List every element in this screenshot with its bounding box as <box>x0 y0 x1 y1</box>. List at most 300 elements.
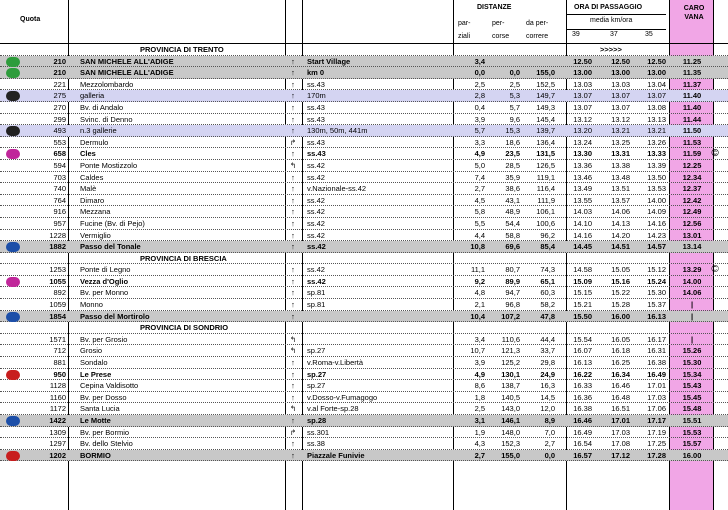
time-37-cell: 13.25 <box>611 137 630 147</box>
province-header-row <box>0 253 728 265</box>
covered-distance-cell: 5,7 <box>509 102 520 112</box>
road-cell: sp.28 <box>307 416 327 425</box>
quota-cell: 1854 <box>49 311 66 321</box>
table-row <box>0 392 728 404</box>
time-35-cell: 17.17 <box>647 416 666 425</box>
time-35-cell: 12.50 <box>647 56 666 66</box>
carovana-time-cell: 15.30 <box>682 358 702 368</box>
time-39-cell: 13.12 <box>573 114 592 124</box>
time-35-cell: 14.00 <box>647 195 666 205</box>
table-row <box>0 450 728 462</box>
road-cell: v.al Forte-sp.28 <box>307 404 359 414</box>
sprint-icon <box>6 276 26 287</box>
location-cell: Fucine (Bv. di Pejo) <box>80 218 145 228</box>
table-row <box>0 415 728 427</box>
header-media: media km/ora <box>590 17 633 24</box>
quota-cell: 1228 <box>49 230 66 240</box>
remaining-distance-cell: 24,9 <box>540 369 555 379</box>
carovana-time-cell: 12.25 <box>682 160 702 170</box>
location-cell: Le Prese <box>80 369 112 379</box>
time-39-cell: 16.22 <box>573 369 592 379</box>
covered-distance-cell: 130,1 <box>501 369 520 379</box>
province-header-row <box>0 322 728 334</box>
road-cell: ss.42 <box>307 172 325 182</box>
time-39-cell: 13.07 <box>573 102 592 112</box>
location-cell: Dimaro <box>80 195 105 205</box>
table-row <box>0 102 728 114</box>
time-35-cell: 13.53 <box>647 184 666 194</box>
carovana-time-cell: 11.25 <box>682 56 702 66</box>
gpm-icon <box>6 415 26 426</box>
covered-distance-cell: 89,9 <box>505 276 520 286</box>
road-cell: ss.42 <box>307 195 325 205</box>
remaining-distance-cell: 85,4 <box>540 242 555 252</box>
time-35-cell: 15.24 <box>647 276 666 286</box>
table-row <box>0 427 728 439</box>
time-37-cell: 16.48 <box>611 392 630 402</box>
table-row <box>0 195 728 207</box>
carovana-time-cell: | <box>690 311 694 321</box>
carovana-time-cell: 15.26 <box>682 346 702 356</box>
partial-distance-cell: 10,8 <box>470 242 485 252</box>
remaining-distance-cell: 7,0 <box>544 427 555 437</box>
time-35-cell: 13.00 <box>647 68 666 78</box>
time-35-cell: 16.13 <box>647 311 666 321</box>
road-cell: ss.301 <box>307 427 330 437</box>
time-35-cell: 13.39 <box>647 160 666 170</box>
tunnel-icon <box>6 90 26 101</box>
time-39-cell: 13.07 <box>573 91 592 101</box>
quota-cell: 270 <box>53 102 66 112</box>
km0-icon <box>6 67 26 78</box>
direction-cell: ↑ <box>291 288 295 298</box>
remaining-distance-cell: 44,4 <box>540 334 555 344</box>
road-cell: v.Nazionale-ss.42 <box>307 184 367 194</box>
table-row <box>0 241 728 253</box>
remaining-distance-cell: 100,6 <box>536 218 555 228</box>
table-row <box>0 276 728 288</box>
direction-cell: ↑ <box>291 265 295 275</box>
quota-cell: 1571 <box>49 334 66 344</box>
time-35-cell: 16.31 <box>647 346 666 356</box>
time-37-cell: 17.01 <box>611 416 630 425</box>
table-row <box>0 183 728 195</box>
road-cell: ss.43 <box>307 79 325 89</box>
table-body <box>0 44 728 461</box>
direction-cell: ↑ <box>291 311 295 321</box>
table-row <box>0 230 728 242</box>
gpm-icon <box>6 311 26 322</box>
remaining-distance-cell: 126,5 <box>536 160 555 170</box>
time-37-cell: 17.03 <box>611 427 630 437</box>
remaining-distance-cell: 60,3 <box>540 288 555 298</box>
carovana-time-cell: 12.34 <box>682 172 702 182</box>
road-cell: ss.42 <box>307 160 325 170</box>
quota-cell: 740 <box>53 184 66 194</box>
header-quota: Quota <box>20 16 41 23</box>
location-cell: Svinc. di Denno <box>80 114 133 124</box>
time-39-cell: 16.07 <box>573 346 592 356</box>
partial-distance-cell: 4,5 <box>474 195 485 205</box>
direction-cell: ↱ <box>289 427 297 437</box>
bonus-icon <box>6 369 26 380</box>
road-cell: sp.27 <box>307 346 326 356</box>
covered-distance-cell: 38,6 <box>505 184 520 194</box>
table-row <box>0 403 728 415</box>
road-cell: ss.38 <box>307 439 325 449</box>
covered-distance-cell: 18,6 <box>505 137 520 147</box>
direction-cell: ↑ <box>291 439 295 449</box>
table-header <box>0 0 728 44</box>
remaining-distance-cell: 65,1 <box>540 276 555 286</box>
table-row <box>0 438 728 450</box>
direction-cell: ↑ <box>291 114 295 124</box>
table-row <box>0 160 728 172</box>
carovana-time-cell: | <box>690 334 694 344</box>
road-cell: ss.42 <box>307 207 325 217</box>
quota-cell: 658 <box>53 149 66 159</box>
partial-distance-cell: 7,4 <box>474 172 485 182</box>
time-39-cell: 13.03 <box>573 79 592 89</box>
road-cell: sp.81 <box>307 288 326 298</box>
province-marker: >>>>> <box>600 45 622 54</box>
partial-distance-cell: 4,9 <box>474 149 485 159</box>
road-cell: sp.27 <box>307 369 327 379</box>
time-37-cell: 16.00 <box>611 311 630 321</box>
remaining-distance-cell: 0,0 <box>544 450 555 460</box>
location-cell: n.3 gallerie <box>80 126 117 136</box>
partial-distance-cell: 2,7 <box>474 450 485 460</box>
carovana-time-cell: 11.37 <box>682 79 702 89</box>
remaining-distance-cell: 131,5 <box>536 149 555 159</box>
time-37-cell: 16.46 <box>611 381 630 391</box>
road-cell: ss.43 <box>307 102 325 112</box>
time-37-cell: 16.34 <box>611 369 630 379</box>
quota-cell: 210 <box>53 56 66 66</box>
location-cell: Caldes <box>80 172 104 182</box>
time-39-cell: 12.50 <box>573 56 592 66</box>
direction-cell: ↑ <box>291 172 295 182</box>
carovana-time-cell: 15.48 <box>682 404 702 414</box>
direction-cell: ↑ <box>291 184 295 194</box>
location-cell: Ponte Mostizzolo <box>80 160 138 170</box>
remaining-distance-cell: 152,5 <box>536 79 555 89</box>
time-39-cell: 13.00 <box>573 68 592 78</box>
copyright-mark-cell: © <box>711 148 719 160</box>
table-row <box>0 148 728 160</box>
road-cell: v.Dosso-v.Fumagogo <box>307 392 378 402</box>
quota-cell: 1172 <box>49 404 66 414</box>
location-cell: Grosio <box>80 346 103 356</box>
time-35-cell: 15.12 <box>647 265 666 275</box>
covered-distance-cell: 5,3 <box>509 91 520 101</box>
partial-distance-cell: 5,8 <box>474 207 485 217</box>
table-row <box>0 137 728 149</box>
finish-icon <box>6 450 26 461</box>
time-39-cell: 15.54 <box>573 334 592 344</box>
direction-cell: ↑ <box>291 300 295 310</box>
table-row <box>0 67 728 79</box>
header-parziali: par- ziali <box>458 20 471 40</box>
province-name: PROVINCIA DI TRENTO <box>140 45 224 54</box>
carovana-time-cell: 15.34 <box>682 369 702 379</box>
road-cell: ss.42 <box>307 265 325 275</box>
time-39-cell: 14.16 <box>573 230 592 240</box>
carovana-time-cell: 11.40 <box>682 102 702 112</box>
partial-distance-cell: 3,4 <box>474 334 485 344</box>
partial-distance-cell: 9,2 <box>474 276 485 286</box>
time-35-cell: 16.38 <box>647 358 666 368</box>
partial-distance-cell: 10,4 <box>470 311 485 321</box>
carovana-time-cell: 15.43 <box>682 381 702 391</box>
road-cell: 130m, 50m, 441m <box>307 126 368 136</box>
covered-distance-cell: 69,6 <box>505 242 520 252</box>
carovana-time-cell: | <box>690 300 694 310</box>
table-row <box>0 287 728 299</box>
time-37-cell: 13.48 <box>611 172 630 182</box>
time-37-cell: 13.00 <box>611 68 630 78</box>
time-37-cell: 15.16 <box>611 276 630 286</box>
direction-cell: ↑ <box>291 207 295 217</box>
road-cell: sp.27 <box>307 381 326 391</box>
location-cell: Mezzana <box>80 207 111 217</box>
quota-cell: 210 <box>53 68 66 78</box>
covered-distance-cell: 48,9 <box>505 207 520 217</box>
direction-cell: ↑ <box>291 230 295 240</box>
table-row <box>0 299 728 311</box>
header-carovana: CARO VANA <box>683 5 705 21</box>
time-35-cell: 13.26 <box>647 137 666 147</box>
time-37-cell: 13.31 <box>611 149 630 159</box>
start-icon <box>6 56 26 67</box>
remaining-distance-cell: 74,3 <box>540 265 555 275</box>
table-row <box>0 90 728 102</box>
time-37-cell: 16.51 <box>611 404 630 414</box>
remaining-distance-cell: 29,8 <box>540 358 555 368</box>
time-35-cell: 17.25 <box>647 439 666 449</box>
quota-cell: 594 <box>53 160 66 170</box>
table-row <box>0 380 728 392</box>
location-cell: Vermiglio <box>80 230 111 240</box>
partial-distance-cell: 2,5 <box>474 404 485 414</box>
carovana-time-cell: 12.37 <box>682 184 702 194</box>
table-row <box>0 206 728 218</box>
location-cell: Bv. per Dosso <box>80 392 127 402</box>
covered-distance-cell: 143,0 <box>501 404 520 414</box>
partial-distance-cell: 8,6 <box>474 381 485 391</box>
quota-cell: 221 <box>53 79 66 89</box>
direction-cell: ↑ <box>291 79 295 89</box>
location-cell: Cepina Valdisotto <box>80 381 139 391</box>
quota-cell: 712 <box>53 346 66 356</box>
header-speed-39: 39 <box>572 31 580 38</box>
time-39-cell: 14.58 <box>573 265 592 275</box>
remaining-distance-cell: 149,7 <box>536 91 555 101</box>
time-35-cell: 15.37 <box>647 300 666 310</box>
time-39-cell: 16.54 <box>573 439 592 449</box>
direction-cell: ↑ <box>291 218 295 228</box>
covered-distance-cell: 2,5 <box>509 79 520 89</box>
remaining-distance-cell: 58,2 <box>540 300 555 310</box>
direction-cell: ↑ <box>291 149 295 159</box>
partial-distance-cell: 5,5 <box>474 218 485 228</box>
covered-distance-cell: 107,2 <box>501 311 520 321</box>
time-35-cell: 16.17 <box>647 334 666 344</box>
location-cell: Bv. per Bormio <box>80 427 130 437</box>
covered-distance-cell: 0,0 <box>509 68 520 78</box>
time-37-cell: 16.18 <box>611 346 630 356</box>
time-37-cell: 15.28 <box>611 300 630 310</box>
covered-distance-cell: 23,5 <box>505 149 520 159</box>
header-distanze: DISTANZE <box>477 4 512 11</box>
partial-distance-cell: 4,3 <box>474 439 485 449</box>
location-cell: Monno <box>80 300 103 310</box>
tunnel-icon <box>6 125 26 136</box>
road-cell: ss.43 <box>307 149 326 159</box>
time-37-cell: 13.57 <box>611 195 630 205</box>
quota-cell: 1160 <box>49 392 66 402</box>
time-35-cell: 14.09 <box>647 207 666 217</box>
carovana-time-cell: 11.35 <box>682 68 702 78</box>
partial-distance-cell: 2,7 <box>474 184 485 194</box>
time-35-cell: 16.49 <box>647 369 666 379</box>
carovana-time-cell: 11.40 <box>682 91 702 101</box>
time-35-cell: 13.21 <box>647 126 666 136</box>
carovana-time-cell: 11.53 <box>682 137 702 147</box>
time-37-cell: 14.06 <box>611 207 630 217</box>
time-35-cell: 17.06 <box>647 404 666 414</box>
time-35-cell: 17.19 <box>647 427 666 437</box>
carovana-time-cell: 11.50 <box>682 126 702 136</box>
table-row <box>0 79 728 91</box>
time-35-cell: 13.04 <box>647 79 666 89</box>
direction-cell: ↑ <box>291 102 295 112</box>
location-cell: SAN MICHELE ALL'ADIGE <box>80 56 174 66</box>
time-39-cell: 16.46 <box>573 416 592 425</box>
time-35-cell: 13.50 <box>647 172 666 182</box>
gpm-icon <box>6 241 26 252</box>
direction-cell: ↑ <box>291 56 295 66</box>
road-cell: v.Roma-v.Libertà <box>307 358 363 368</box>
remaining-distance-cell: 139,7 <box>536 126 555 136</box>
table-row <box>0 56 728 68</box>
time-37-cell: 17.12 <box>611 450 630 460</box>
location-cell: Malè <box>80 184 97 194</box>
quota-cell: 299 <box>53 114 66 124</box>
location-cell: Passo del Mortirolo <box>80 311 150 321</box>
covered-distance-cell: 125,2 <box>501 358 520 368</box>
location-cell: Ponte di Legno <box>80 265 131 275</box>
carovana-time-cell: 11.44 <box>682 114 702 124</box>
direction-cell: ↑ <box>291 381 295 391</box>
header-ora: ORA DI PASSAGGIO <box>574 4 643 11</box>
header-percorse: per- corse <box>492 20 510 40</box>
covered-distance-cell: 152,3 <box>501 439 520 449</box>
partial-distance-cell: 2,5 <box>474 79 485 89</box>
carovana-time-cell: 13.14 <box>682 242 702 252</box>
header-speed-37: 37 <box>610 31 618 38</box>
time-35-cell: 13.13 <box>647 114 666 124</box>
quota-cell: 1128 <box>49 381 66 391</box>
direction-cell: ↑ <box>291 358 295 368</box>
time-37-cell: 16.05 <box>611 334 630 344</box>
time-37-cell: 14.20 <box>611 230 630 240</box>
remaining-distance-cell: 96,2 <box>540 230 555 240</box>
covered-distance-cell: 121,3 <box>501 346 520 356</box>
quota-cell: 916 <box>53 207 66 217</box>
quota-cell: 275 <box>53 91 66 101</box>
table-row <box>0 218 728 230</box>
partial-distance-cell: 0,0 <box>474 68 485 78</box>
direction-cell: ↑ <box>291 276 295 286</box>
carovana-time-cell: 12.56 <box>682 218 702 228</box>
direction-cell: ↑ <box>291 195 295 205</box>
time-39-cell: 13.24 <box>573 137 592 147</box>
partial-distance-cell: 5,7 <box>474 126 485 136</box>
carovana-time-cell: 12.49 <box>682 207 702 217</box>
remaining-distance-cell: 145,4 <box>536 114 555 124</box>
remaining-distance-cell: 149,3 <box>536 102 555 112</box>
table-row <box>0 334 728 346</box>
direction-cell: ↑ <box>291 126 295 136</box>
location-cell: SAN MICHELE ALL'ADIGE <box>80 68 174 78</box>
road-cell: 170m <box>307 91 326 101</box>
quota-cell: 881 <box>53 358 66 368</box>
covered-distance-cell: 140,5 <box>501 392 520 402</box>
table-row <box>0 172 728 184</box>
partial-distance-cell: 4,8 <box>474 288 485 298</box>
carovana-time-cell: 15.57 <box>682 439 702 449</box>
location-cell: Bv. di Andalo <box>80 102 124 112</box>
direction-cell: ↰ <box>289 160 297 170</box>
time-35-cell: 13.33 <box>647 149 666 159</box>
time-37-cell: 12.50 <box>611 56 630 66</box>
carovana-time-cell: 16.00 <box>682 450 702 460</box>
direction-cell: ↰ <box>289 404 297 414</box>
road-cell: Piazzale Funivie <box>307 450 365 460</box>
covered-distance-cell: 138,7 <box>501 381 520 391</box>
remaining-distance-cell: 33,7 <box>540 346 555 356</box>
remaining-distance-cell: 12,0 <box>540 404 555 414</box>
table-row <box>0 264 728 276</box>
remaining-distance-cell: 2,7 <box>544 439 555 449</box>
covered-distance-cell: 35,9 <box>505 172 520 182</box>
direction-cell: ↑ <box>291 416 295 425</box>
location-cell: Passo del Tonale <box>80 242 141 252</box>
time-37-cell: 13.51 <box>611 184 630 194</box>
time-37-cell: 17.08 <box>611 439 630 449</box>
time-37-cell: 13.12 <box>611 114 630 124</box>
quota-cell: 950 <box>53 369 66 379</box>
covered-distance-cell: 148,0 <box>501 427 520 437</box>
partial-distance-cell: 5,0 <box>474 160 485 170</box>
quota-cell: 553 <box>53 137 66 147</box>
header-divider <box>566 14 666 15</box>
time-37-cell: 13.07 <box>611 91 630 101</box>
province-name: PROVINCIA DI SONDRIO <box>140 323 229 333</box>
sprint-icon <box>6 148 26 159</box>
time-39-cell: 13.20 <box>573 126 592 136</box>
province-header-row <box>0 44 728 56</box>
location-cell: Bv. per Monno <box>80 288 129 298</box>
covered-distance-cell: 9,6 <box>509 114 520 124</box>
direction-cell: ↑ <box>291 392 295 402</box>
carovana-time-cell: 13.29 <box>682 265 702 275</box>
quota-cell: 1882 <box>49 242 66 252</box>
time-37-cell: 16.25 <box>611 358 630 368</box>
location-cell: Sondalo <box>80 358 108 368</box>
location-cell: Vezza d'Oglio <box>80 276 129 286</box>
